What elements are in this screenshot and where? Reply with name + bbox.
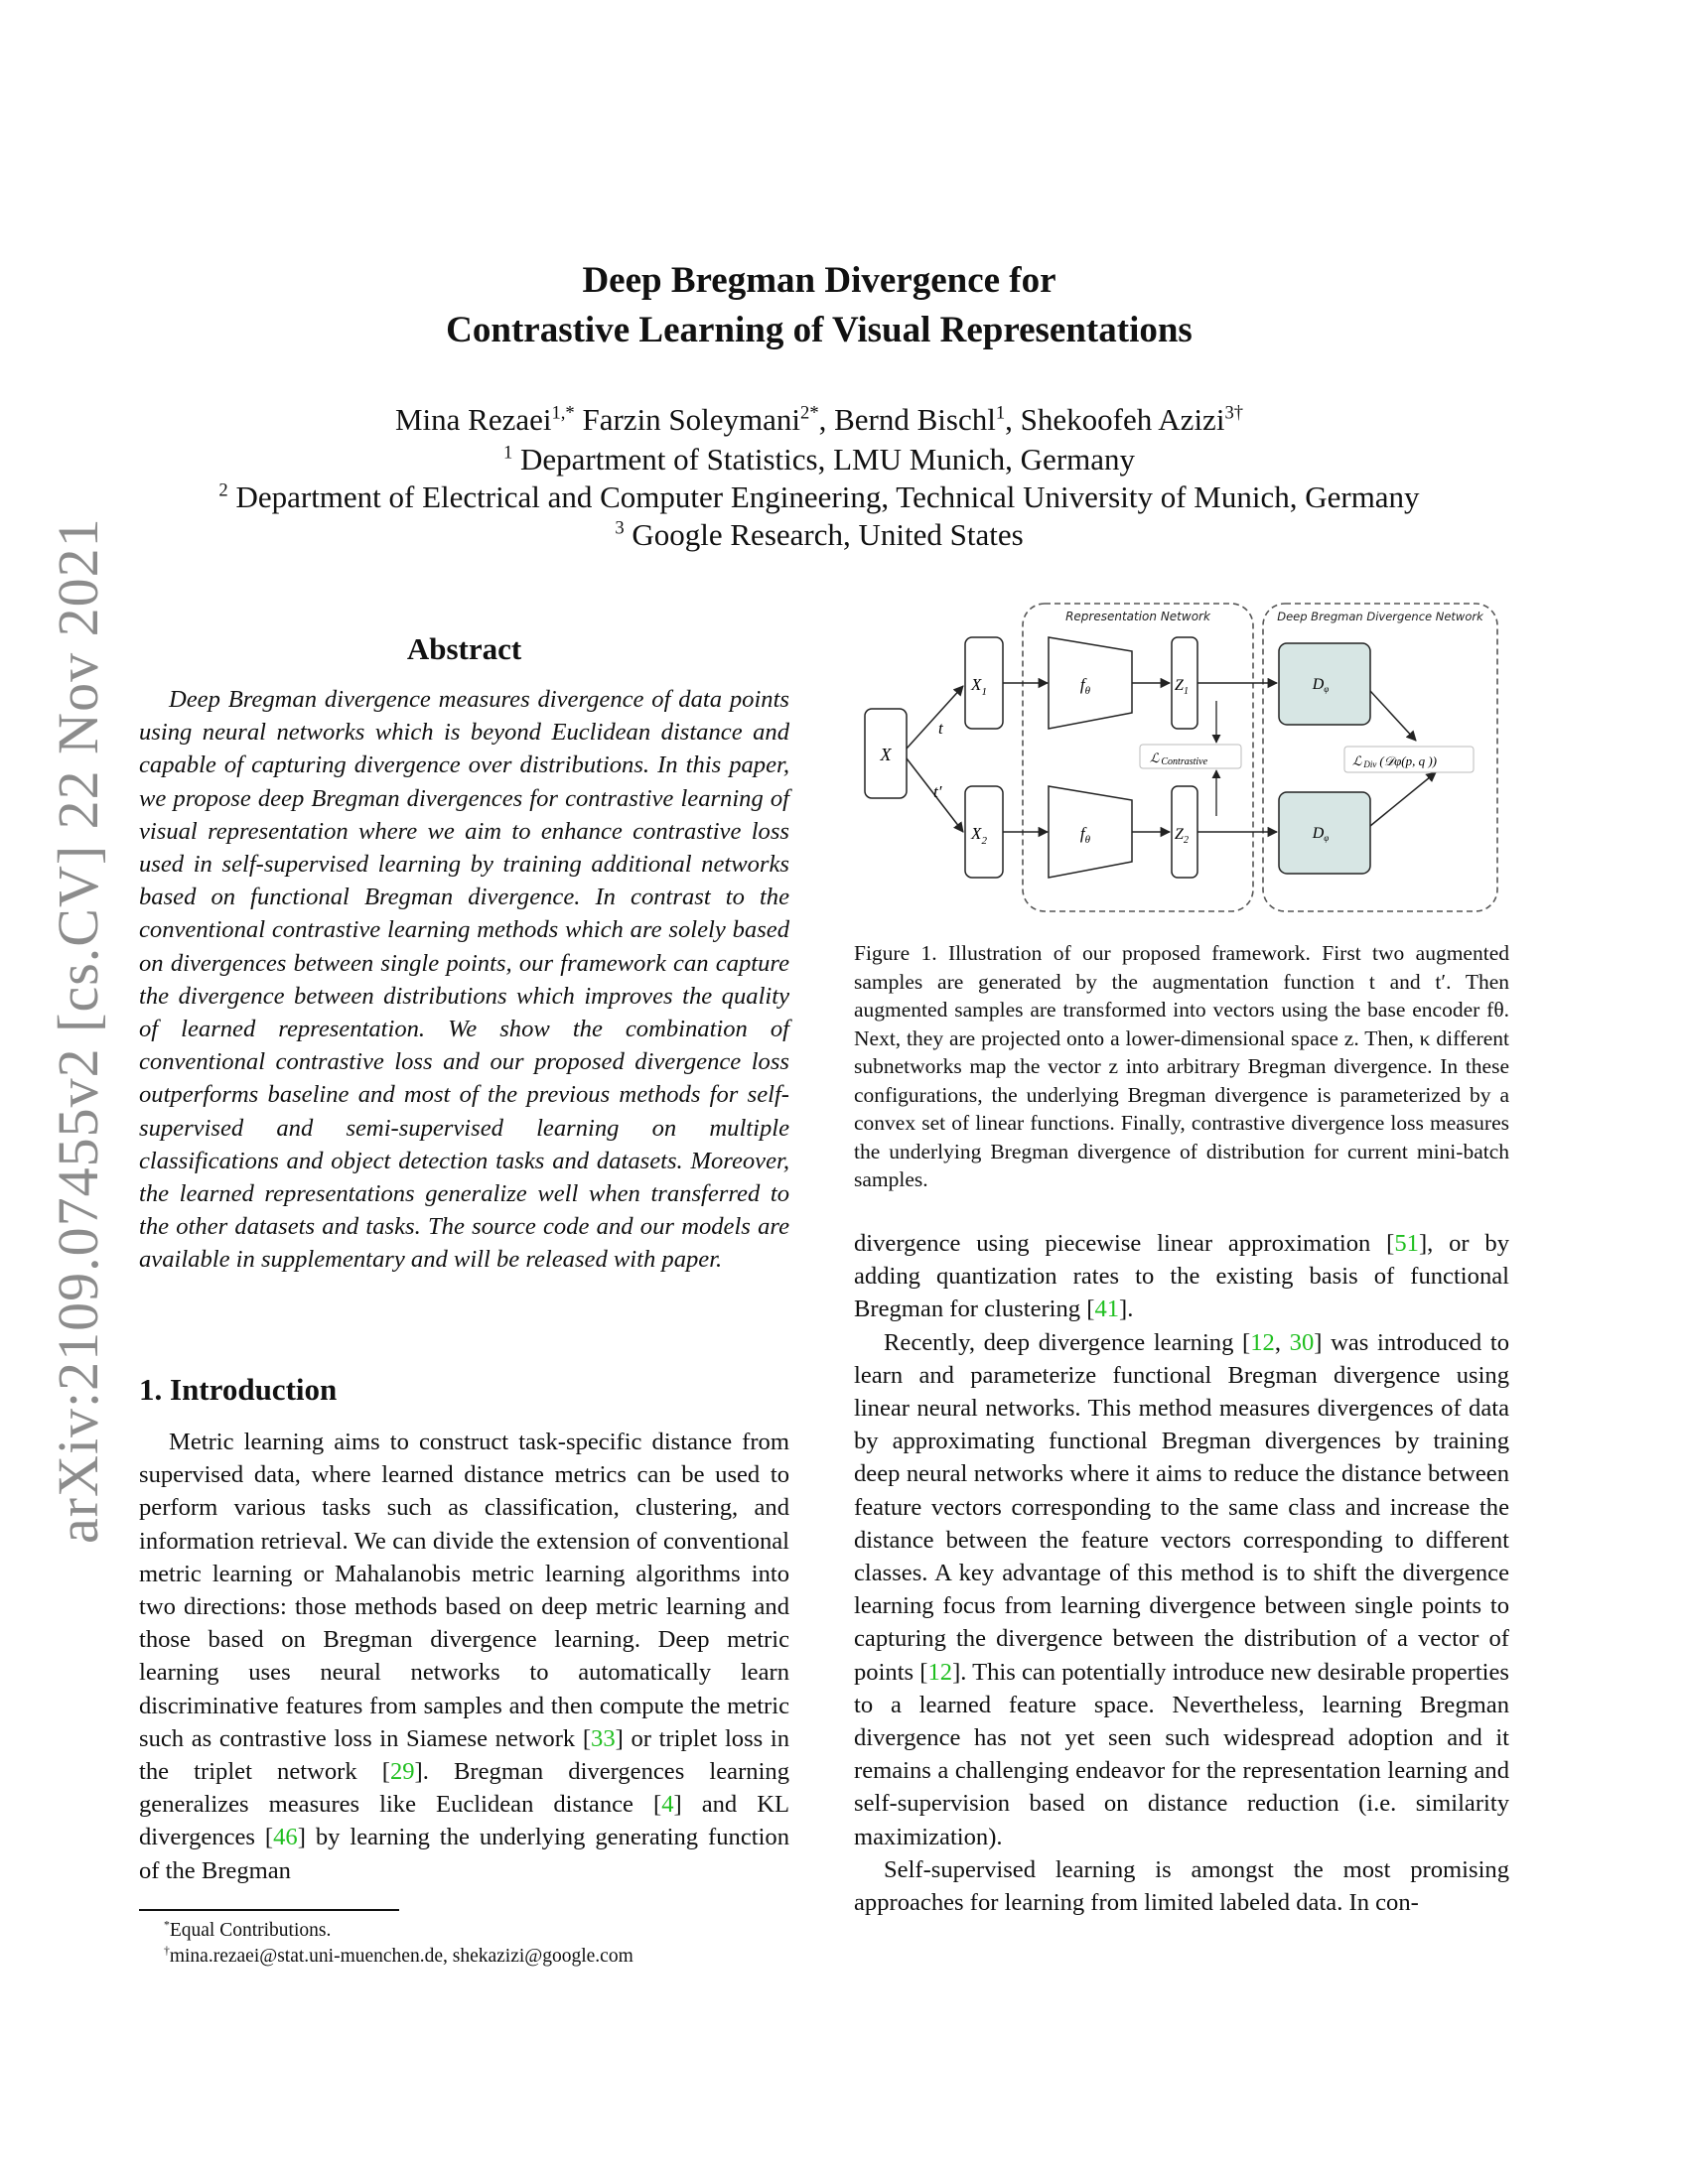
footnote-mark: † — [164, 1944, 170, 1958]
author-affil-mark: 1,* — [551, 402, 575, 424]
author-affil-mark: 2* — [800, 402, 819, 424]
citation-link[interactable]: 41 — [1094, 1296, 1120, 1323]
affiliation-text: Google Research, United States — [632, 517, 1024, 552]
representation-network-label: Representation Network — [1065, 610, 1210, 623]
affiliation — [0, 478, 1638, 517]
input-x-label: X — [880, 745, 892, 764]
text-run: ]. Bregman divergences learning generalizes measures like Euclidean distance [ — [139, 1758, 789, 1819]
framework-figure — [862, 602, 1502, 919]
title-line-2: Contrastive Learning of Visual Representations — [446, 310, 1193, 350]
author-name: Shekoofeh Azizi — [1020, 402, 1225, 437]
abstract-body: Deep Bregman divergence measures divergence of data points using neural networks which is beyond Euclidean distance and capable of capturing divergence over distributions. In this paper, we propose deep Bregman divergences for contrastive learning of visual representation where we aim to enhance contrastive loss used in self-supervised learning by training additional networks based on functional Bregman divergence. In contrast to the conventional contrastive learning methods which are solely based on divergences between single points, our framework can capture the divergence between distributions which improves the quality of learned representation. We show the combination of conventional contrastive loss and our proposed divergence loss outperforms baseline and most of the previous methods for self-supervised and semi-supervised learning on multiple classifications and object detection tasks and datasets. Moreover, the learned representations generalize well when transferred to the other datasets and tasks. The source code and our models are available in supplementary and will be released with paper. — [139, 686, 789, 1274]
augmented-x1-label: $X_1$ — [971, 675, 987, 698]
text-run: ] was introduced to learn and parameterize functional Bregman divergence using linear neural networks. This method measures divergences of data by approximating functional Bregman divergences by training deep neural networks where it aims to reduce the distance between feature vectors corresponding to the same class and increase the distance between the feature vectors corresponding to different classes. A key advantage of this method is to shift the divergence learning focus from learning divergence between single points to capturing the divergence between the distribution of a vector of points [ — [854, 1328, 1510, 1686]
text-run: ] by learning the underlying generating function of the Bregman — [139, 1824, 789, 1884]
encoder-bottom-label: $f_\theta$ — [1079, 824, 1091, 846]
author-list: Mina Rezaei$^{1,*}$ Farzin Soleymani$^{2*}$, Bernd Bischl$^1$, Shekoofeh Azizi$^{3\dagger}$ — [394, 402, 1244, 437]
projection-z2-label: $Z_2$ — [1175, 826, 1189, 846]
author-name: Mina Rezaei — [394, 402, 552, 437]
title-line-1: Deep Bregman Divergence for — [582, 260, 1056, 301]
bregman-subnet-top-label: Dφ — [1312, 676, 1330, 694]
augmented-x2-label: $X_2$ — [971, 824, 987, 847]
section-heading-introduction: 1. Introduction — [139, 1372, 338, 1407]
citation-link[interactable]: 30 — [1289, 1328, 1315, 1356]
encoder-top-label: $f_\theta$ — [1079, 675, 1091, 697]
text-run: ]. — [1119, 1296, 1134, 1323]
author-name: Bernd Bischl — [834, 402, 996, 437]
citation-link[interactable]: 12 — [1250, 1328, 1275, 1356]
caption-text: Illustration of our proposed framework. First two augmented samples are generated by the augmentation function t and t′. Then augmented samples are transformed into vectors using the base encoder fθ. Next, they are projected onto a lower-dimensional space z. Then, κ different subnetworks map the vector z into arbitrary Bregman divergence. In these configurations, the underlying Bregman divergence is parameterized by a convex set of linear functions. Finally, contrastive divergence loss measures the underlying Bregman divergence of distribution for current mini-batch samples. — [854, 941, 1509, 1191]
augmentation-t-prime-label: t′ — [933, 782, 942, 801]
affiliation-mark: 2 — [218, 479, 228, 501]
footnote — [139, 1944, 789, 1970]
citation-link[interactable]: 33 — [591, 1724, 616, 1752]
augmentation-t-label: t — [938, 719, 943, 738]
citation-link[interactable]: 46 — [273, 1824, 298, 1851]
affiliation-text: Department of Statistics, LMU Munich, Germany — [520, 442, 1136, 477]
footnote-text: Equal Contributions. — [169, 1920, 332, 1941]
text-run: ] and KL divergences [ — [139, 1791, 790, 1851]
figure-caption — [854, 939, 1509, 1194]
bregman-subnet-bottom-label: Dφ — [1312, 825, 1330, 843]
abstract-heading: Abstract — [406, 631, 522, 666]
divergence-loss-label: ℒ Div (𝒟φ(p, q )) — [1352, 753, 1438, 769]
footnote-mark: * — [164, 1918, 170, 1932]
text-run: Metric learning aims to construct task-specific distance from supervised data, where learned distance metrics can be used to perform various tasks such as classification, clustering, and information retrieval. We can divide the extension of conventional metric learning or Mahalanobis metric learning algorithms into two directions: those methods based on deep metric learning and those based on Bregman divergence learning. Deep metric learning uses neural networks to automatically learn discriminative features from samples and then compute the metric such as contrastive loss in Siamese network [ — [139, 1429, 789, 1752]
text-run: ] or triplet loss in the triplet network [ — [139, 1724, 789, 1786]
paper-title — [0, 256, 1638, 355]
text-run: divergence using piecewise linear approximation [ — [854, 1230, 1395, 1257]
author-name: Farzin Soleymani — [582, 402, 801, 437]
affiliation-mark: 1 — [502, 442, 513, 464]
bregman-network-label: Deep Bregman Divergence Network — [1277, 610, 1483, 623]
paragraph: Self-supervised learning is amongst the most promising approaches for learning from limited labeled data. In con- — [854, 1855, 1509, 1917]
intro-paragraph — [139, 1426, 789, 1887]
text-run: ], or by adding quantization rates to the existing basis of functional Bregman for clustering [ — [854, 1230, 1509, 1323]
paragraph — [854, 1227, 1509, 1326]
affiliation-text: Department of Electrical and Computer Engineering, Technical University of Munich, Germany — [235, 479, 1420, 514]
text-run: Recently, deep divergence learning [ — [884, 1328, 1251, 1356]
author-affil-mark: 1 — [995, 402, 1006, 424]
arxiv-identifier: arXiv:2109.07455v2 [cs.CV] 22 Nov 2021 — [46, 517, 110, 1544]
affiliation — [0, 440, 1638, 479]
affiliation-mark: 3 — [615, 517, 625, 539]
citation-link[interactable]: 4 — [661, 1791, 674, 1819]
citation-link[interactable]: 51 — [1394, 1230, 1419, 1257]
footnote-text: mina.rezaei@stat.uni-muenchen.de, shekazizi@google.com — [169, 1946, 633, 1967]
paragraph — [854, 1326, 1509, 1853]
projection-z1-label: $Z_1$ — [1175, 677, 1189, 697]
contrastive-loss-label: ℒ Contrastive — [1150, 751, 1208, 767]
right-column-text — [854, 1227, 1509, 1919]
footnote — [139, 1918, 789, 1944]
encoder-top — [1049, 637, 1132, 729]
encoder-bottom — [1049, 786, 1132, 878]
citation-link[interactable]: 29 — [389, 1758, 415, 1786]
affiliation — [0, 515, 1638, 555]
text-run: ]. This can potentially introduce new desirable properties to a learned feature space. Nevertheless, learning Bregman divergence has not yet seen such widespread adoption and it remains a challenging endeavor for the representation learning and self-supervision based on distance reduction (i.e. similarity maximization). — [854, 1658, 1509, 1850]
author-affil-mark: 3† — [1224, 402, 1244, 424]
caption-label: Figure 1. — [854, 941, 937, 965]
footnote-rule — [139, 1909, 399, 1911]
citation-link[interactable]: 12 — [927, 1658, 953, 1686]
text-run: , — [1274, 1328, 1290, 1356]
